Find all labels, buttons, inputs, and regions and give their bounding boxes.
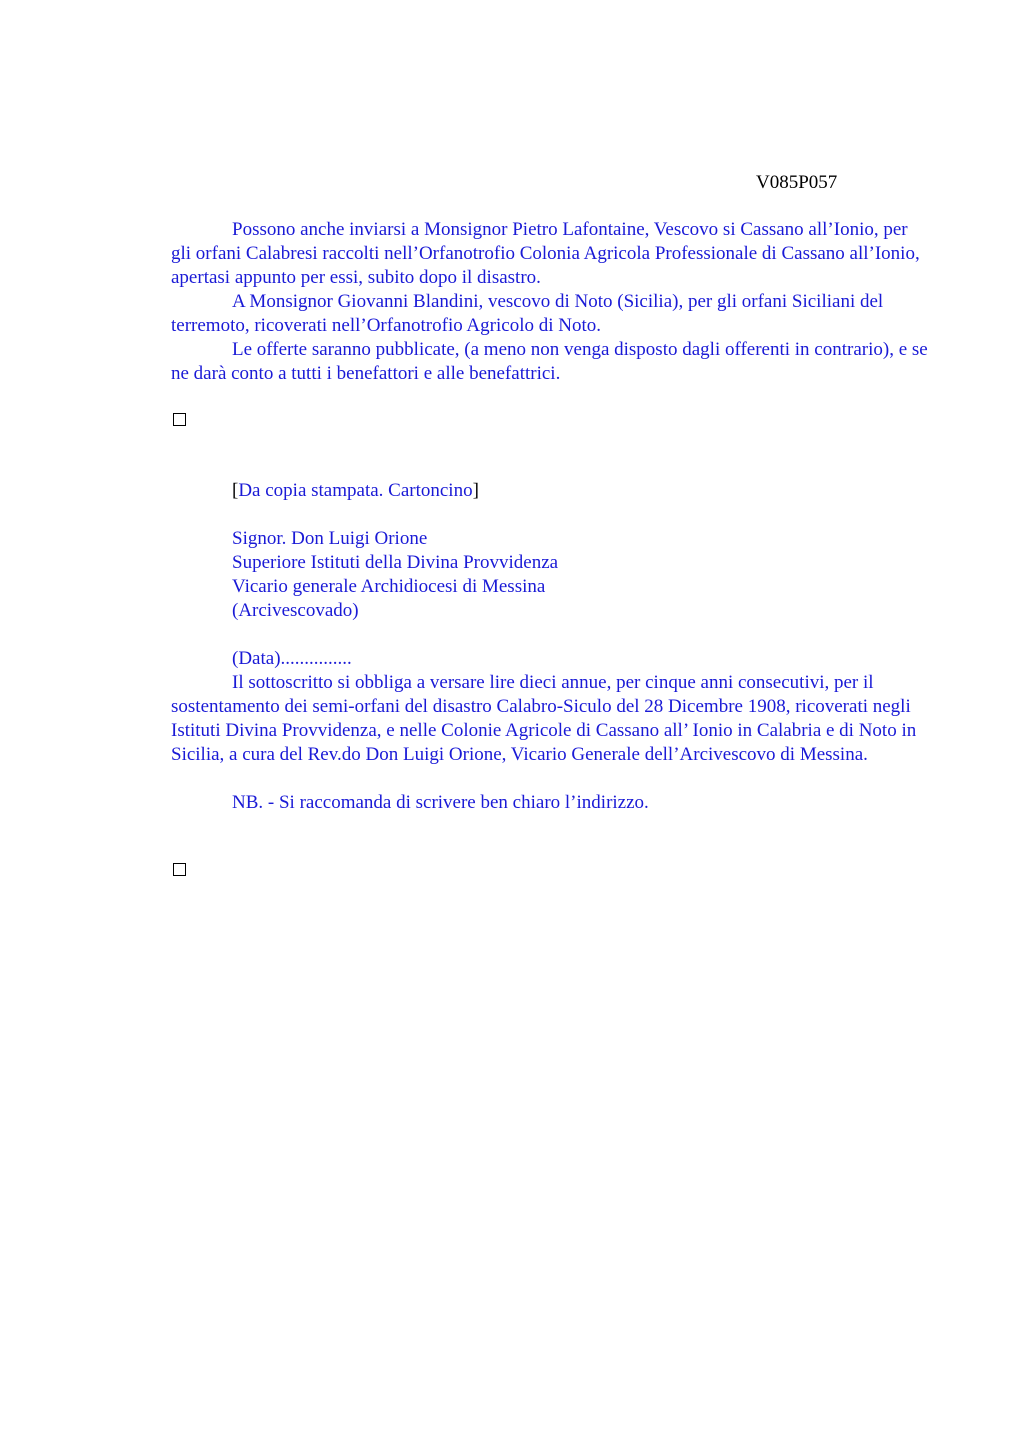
source-note-text: Da copia stampata. Cartoncino <box>238 480 473 501</box>
address-line: Superiore Istituti della Divina Provvidenza <box>232 552 559 573</box>
address-line: Vicario generale Archidiocesi di Messina <box>232 576 546 597</box>
section-pledge-card <box>171 479 931 815</box>
bracket-open: [ <box>232 480 239 501</box>
date-line: (Data)............... <box>232 648 352 669</box>
address-note: NB. - Si raccomanda di scrivere ben chiaro l’indirizzo. <box>232 792 649 813</box>
section-divider-box <box>173 413 186 426</box>
address-line: Signor. Don Luigi Orione <box>232 528 428 549</box>
section-offerings <box>171 218 931 386</box>
address-line: (Arcivescovado) <box>232 600 359 621</box>
pledge-text: Il sottoscritto si obbliga a versare lire dieci annue, per cinque anni consecutivi, per il sostentamento dei semi-orfani del disastro Calabro-Siculo del 28 Dicembre 1908, ricoverati negli Istituti Divina Provvidenza, e nelle Colonie Agricole di Cassano all’ Ionio in Calabria e di Noto in Sicilia, a cura del Rev.do Don Luigi Orione, Vicario Generale dell’Arcivescovo di Messina. <box>171 672 917 765</box>
address-block <box>171 527 931 623</box>
page-code: V085P057 <box>756 172 838 193</box>
bracket-close: ] <box>472 480 479 501</box>
paragraph-lafontaine: Possono anche inviarsi a Monsignor Pietro Lafontaine, Vescovo si Cassano all’Ionio, per gli orfani Calabresi raccolti nell’Orfanotrofio Colonia Agricola Professionale di Cassano all’Ionio, apertasi appunto per essi, subito dopo il disastro. <box>171 219 920 288</box>
source-note <box>171 479 931 503</box>
section-end-box <box>173 863 186 876</box>
paragraph-blandini: A Monsignor Giovanni Blandini, vescovo di Noto (Sicilia), per gli orfani Siciliani del terremoto, ricoverati nell’Orfanotrofio Agricolo di Noto. <box>171 291 884 336</box>
paragraph-publication: Le offerte saranno pubblicate, (a meno non venga disposto dagli offerenti in contrario), e se ne darà conto a tutti i benefattori e alle benefattrici. <box>171 339 928 384</box>
